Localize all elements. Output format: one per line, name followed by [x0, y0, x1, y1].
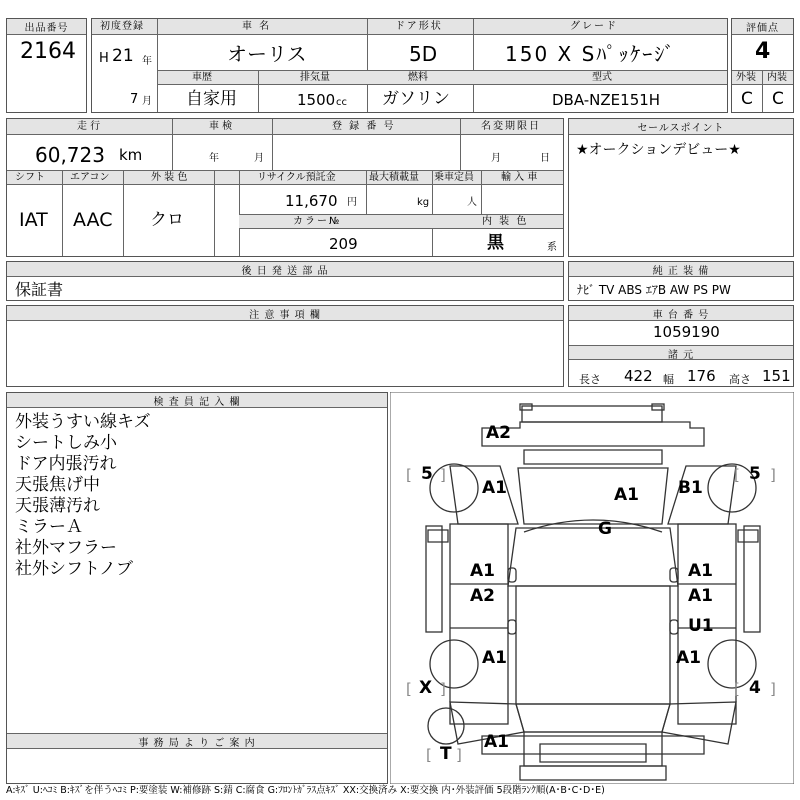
recycle-value: 11,670: [285, 192, 338, 210]
inspector-note: ミラーＡ: [15, 517, 83, 537]
recycle-unit: 円: [347, 197, 357, 208]
lot-number-box: [6, 18, 87, 113]
fuel-label: 燃料: [408, 72, 428, 83]
damage-mark: A1: [482, 648, 507, 668]
length-label: 長さ: [579, 373, 601, 386]
ext-color-label: 外 装 色: [151, 172, 188, 183]
car-name-label: 車 名: [242, 21, 272, 32]
svg-text:]: ]: [456, 746, 462, 764]
score-label: 評価点: [732, 19, 793, 35]
vehicle-details-box: [6, 118, 564, 257]
inspection-month-unit: 月: [254, 153, 264, 164]
inspector-note: 天張焦げ中: [15, 475, 100, 495]
shift-value: IAT: [19, 209, 48, 231]
first-reg-month-unit: 月: [142, 96, 152, 107]
exterior-label: 外装: [736, 72, 756, 83]
interior-label: 内装: [767, 72, 787, 83]
history-value: 自家用: [186, 89, 237, 109]
svg-text:[: [: [406, 466, 412, 484]
damage-mark: A1: [484, 732, 509, 752]
length-value: 422: [624, 367, 653, 385]
inspection-label: 車 検: [209, 121, 233, 132]
width-value: 176: [687, 367, 716, 385]
damage-mark: A1: [470, 561, 495, 581]
inspector-box: [6, 392, 388, 784]
tire-rear-right: 4: [749, 678, 761, 698]
model-label: 型式: [592, 72, 612, 83]
svg-text:]: ]: [440, 680, 446, 698]
width-label: 幅: [663, 373, 674, 386]
svg-text:[: [: [426, 746, 432, 764]
grade-value: 150 X Sﾊﾟｯｹｰｼﾞ: [505, 42, 677, 66]
chassis-value: 1059190: [653, 323, 720, 341]
inspector-note: 社外シフトノブ: [15, 559, 133, 579]
inspector-note: 外装うすい線キズ: [15, 412, 151, 432]
exterior-value: C: [741, 89, 753, 109]
mileage-unit: km: [119, 146, 143, 164]
first-reg-label: 初度登録: [100, 21, 144, 32]
inspector-note: ドア内張汚れ: [15, 454, 117, 474]
doors-value: 5D: [409, 42, 438, 66]
grade-label: グレード: [570, 21, 618, 32]
capacity-label: 乗車定員: [434, 172, 474, 183]
first-reg-year-unit: 年: [142, 56, 152, 67]
max-load-unit: kg: [417, 197, 430, 208]
aircon-value: AAC: [73, 209, 113, 231]
inspector-label: 検 査 員 記 入 欄: [7, 393, 387, 408]
score-box: [731, 18, 794, 113]
car-damage-diagram: [390, 392, 794, 784]
svg-text:[: [: [406, 680, 412, 698]
damage-mark: U1: [688, 616, 714, 636]
svg-text:]: ]: [770, 680, 776, 698]
tire-front-left: 5: [421, 464, 433, 484]
damage-mark: A1: [676, 648, 701, 668]
first-reg-era: H: [99, 51, 109, 66]
sales-point-label: セールスポイント: [569, 119, 793, 135]
caution-label: 注 意 事 項 欄: [7, 306, 563, 321]
sales-point-box: [568, 118, 794, 257]
deadline-day-unit: 日: [540, 153, 550, 164]
tire-front-right: 5: [749, 464, 761, 484]
svg-text:[: [: [734, 680, 740, 698]
displacement-label: 排気量: [300, 72, 330, 83]
doors-label: ドア形状: [395, 21, 443, 32]
color-no-value: 209: [329, 235, 358, 253]
later-parts-box: [6, 261, 564, 301]
max-load-label: 最大積載量: [369, 172, 419, 183]
damage-mark: A2: [470, 586, 495, 606]
later-parts-label: 後 日 発 送 部 品: [7, 262, 563, 277]
first-reg-year: 21: [112, 46, 134, 66]
ext-color-value: クロ: [150, 210, 184, 230]
fuel-value: ガソリン: [382, 89, 450, 109]
chassis-box: [568, 305, 794, 387]
inspector-note: 天張薄汚れ: [15, 496, 100, 516]
svg-text:]: ]: [770, 466, 776, 484]
lot-number-header: 出品番号: [7, 19, 86, 35]
change-deadline-label: 名変期限日: [481, 121, 541, 132]
deadline-month-unit: 月: [491, 153, 501, 164]
import-label: 輸 入 車: [501, 172, 538, 183]
later-parts-value: 保証書: [15, 280, 64, 299]
displacement-value: 1500: [297, 91, 336, 109]
equipment-box: [568, 261, 794, 301]
chassis-label: 車 台 番 号: [569, 306, 793, 321]
caution-box: [6, 305, 564, 387]
inspector-note: 社外マフラー: [15, 538, 117, 558]
int-color-value: 黒: [487, 233, 504, 253]
car-name-value: オーリス: [227, 42, 307, 66]
damage-mark: G: [598, 519, 612, 539]
damage-mark: A1: [688, 586, 713, 606]
svg-text:]: ]: [440, 466, 446, 484]
damage-mark: B1: [678, 478, 703, 498]
shift-label: シフト: [15, 172, 45, 183]
aircon-label: エアコン: [70, 172, 110, 183]
svg-text:[: [: [734, 466, 740, 484]
int-color-unit: 系: [547, 242, 557, 253]
office-label: 事 務 局 よ り ご 案 内: [7, 734, 387, 749]
history-label: 車歴: [192, 72, 212, 83]
mileage-label: 走 行: [77, 121, 101, 132]
damage-mark: A1: [688, 561, 713, 581]
sales-point-value: ★オークションデビュー★: [576, 142, 741, 158]
inspection-year-unit: 年: [209, 153, 219, 164]
tire-spare: T: [440, 744, 452, 764]
model-value: DBA-NZE151H: [552, 91, 661, 109]
mileage-value: 60,723: [35, 143, 105, 167]
registration-label: 登 録 番 号: [332, 121, 396, 132]
lot-number-value: 2164: [20, 39, 76, 64]
score-value: 4: [755, 39, 771, 64]
displacement-unit: cc: [336, 97, 347, 108]
interior-value: C: [772, 89, 784, 109]
color-no-label: カラー№: [293, 216, 342, 227]
capacity-unit: 人: [467, 197, 477, 208]
damage-mark: A1: [614, 485, 639, 505]
main-info-box: [91, 18, 728, 113]
first-reg-month: 7: [130, 92, 139, 107]
legend-text: A:ｷｽﾞ U:ﾍｺﾐ B:ｷｽﾞを伴うﾍｺﾐ P:要塗装 W:補修跡 S:錆 C:腐食 G:ﾌﾛﾝﾄｶﾞﾗｽ点ｷｽﾞ XX:交換済み X:要交換 内･外装評価 5段階ﾗﾝｸ順(A･B･C･D･E): [6, 785, 605, 796]
height-value: 151: [762, 367, 791, 385]
recycle-label: リサイクル預託金: [257, 172, 336, 183]
damage-mark: A1: [482, 478, 507, 498]
equipment-value: ﾅﾋﾞ TV ABS ｴｱB AW PS PW: [577, 283, 731, 297]
equipment-label: 純 正 装 備: [569, 262, 793, 277]
tire-rear-left: X: [419, 678, 433, 698]
height-label: 高さ: [729, 373, 751, 386]
int-color-label: 内 装 色: [482, 216, 529, 227]
specs-label: 諸 元: [569, 346, 793, 360]
inspector-note: シートしみ小: [15, 433, 117, 453]
damage-mark: A2: [486, 423, 511, 443]
